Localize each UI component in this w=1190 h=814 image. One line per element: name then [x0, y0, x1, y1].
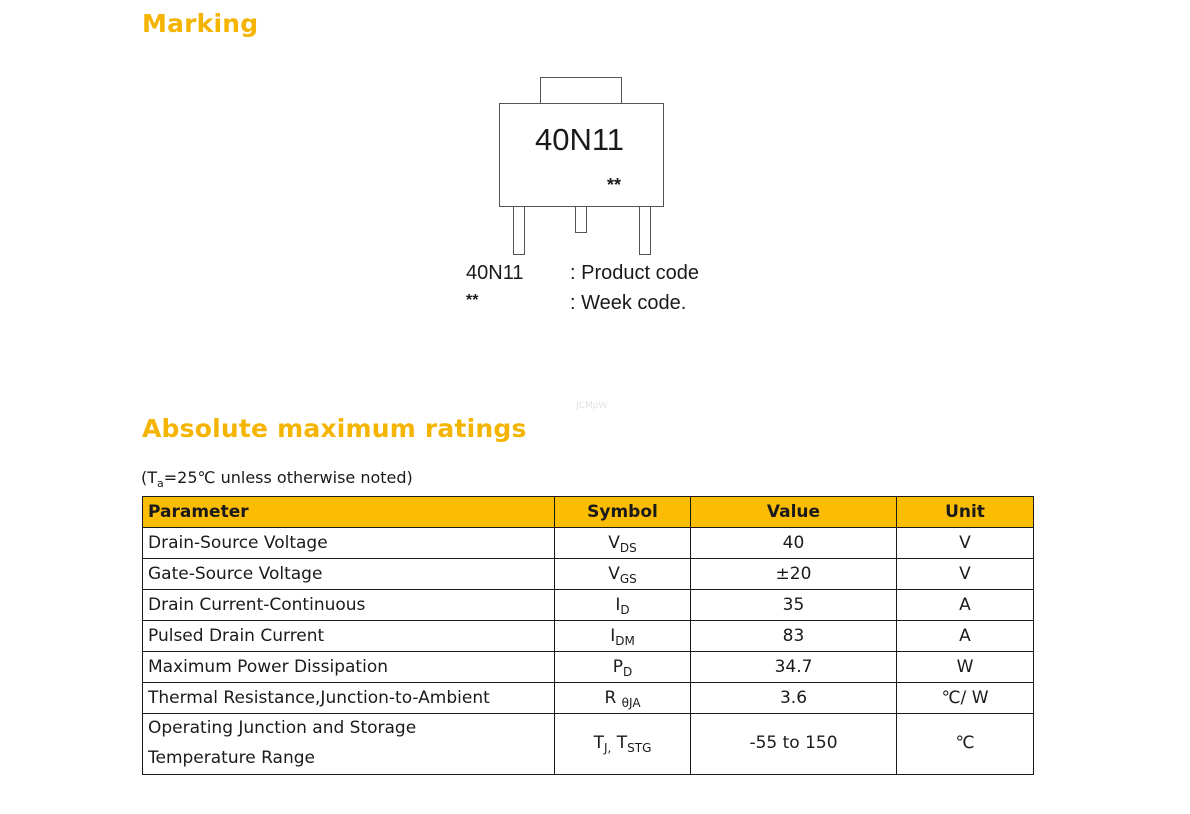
cell-unit: ℃/ W — [897, 683, 1034, 714]
cell-value: 3.6 — [691, 683, 897, 714]
marking-section-title: Marking — [142, 9, 259, 38]
note-suffix: =25℃ unless otherwise noted) — [163, 468, 413, 487]
note-prefix: (T — [141, 468, 158, 487]
cell-value: 83 — [691, 621, 897, 652]
watermark: JCMpW — [576, 401, 608, 411]
cell-unit: V — [897, 559, 1034, 590]
parameter-line-2: Temperature Range — [148, 748, 315, 768]
symbol-subscript: θJA — [621, 695, 641, 710]
package-pin-3 — [639, 207, 651, 255]
cell-parameter: Thermal Resistance,Junction-to-Ambient — [143, 683, 555, 714]
package-pin-1 — [513, 207, 525, 255]
symbol-subscript: D — [620, 602, 630, 617]
symbol-main: P — [612, 656, 623, 677]
header-unit: Unit — [897, 497, 1034, 528]
symbol-subscript: D — [623, 664, 633, 679]
parameter-line-1: Operating Junction and Storage — [148, 718, 417, 739]
cell-parameter: Maximum Power Dissipation — [143, 652, 555, 683]
symbol-subscript: DS — [619, 540, 637, 555]
symbol-main: R — [604, 687, 622, 708]
legend-desc-product: : Product code — [570, 262, 699, 284]
table-row — [143, 683, 1034, 714]
cell-unit: A — [897, 621, 1034, 652]
table-row — [143, 621, 1034, 652]
table-row — [143, 714, 1034, 775]
symbol-main-2: T — [611, 733, 628, 754]
symbol-subscript: J, — [603, 741, 612, 756]
cell-value: 35 — [691, 590, 897, 621]
cell-parameter: Pulsed Drain Current — [143, 621, 555, 652]
header-parameter: Parameter — [143, 497, 555, 528]
table-row — [143, 652, 1034, 683]
cell-symbol — [555, 528, 691, 559]
table-header-row — [143, 497, 1034, 528]
marking-diagram — [460, 70, 760, 330]
package-tab — [540, 77, 622, 104]
cell-symbol — [555, 652, 691, 683]
cell-symbol — [555, 559, 691, 590]
cell-symbol — [555, 683, 691, 714]
cell-unit: W — [897, 652, 1034, 683]
cell-parameter: Gate-Source Voltage — [143, 559, 555, 590]
note-subscript: a — [157, 477, 164, 491]
symbol-main: V — [608, 563, 620, 584]
cell-value: 34.7 — [691, 652, 897, 683]
cell-value: -55 to 150 — [691, 714, 897, 775]
symbol-subscript: DM — [615, 633, 635, 648]
cell-symbol — [555, 621, 691, 652]
conditions-note — [141, 468, 413, 490]
table-row — [143, 590, 1034, 621]
package-marking-code: 40N11 — [535, 122, 625, 157]
package-pin-2 — [575, 207, 587, 233]
table-row — [143, 528, 1034, 559]
symbol-subscript-2: STG — [627, 741, 652, 756]
cell-unit: A — [897, 590, 1034, 621]
cell-value: ±20 — [691, 559, 897, 590]
legend-key-week: ** — [466, 292, 479, 309]
cell-parameter: Drain Current-Continuous — [143, 590, 555, 621]
package-week-code: ** — [607, 175, 622, 195]
symbol-main: V — [608, 532, 620, 553]
cell-parameter — [143, 714, 555, 775]
legend-desc-week: : Week code. — [570, 292, 687, 314]
legend-key-product: 40N11 — [466, 262, 524, 284]
header-symbol: Symbol — [555, 497, 691, 528]
cell-symbol — [555, 714, 691, 775]
cell-unit: ℃ — [897, 714, 1034, 775]
ratings-section-title: Absolute maximum ratings — [142, 414, 527, 443]
table-row — [143, 559, 1034, 590]
cell-value: 40 — [691, 528, 897, 559]
cell-symbol — [555, 590, 691, 621]
symbol-main: T — [593, 733, 604, 754]
symbol-subscript: GS — [619, 571, 637, 586]
cell-unit: V — [897, 528, 1034, 559]
symbol-main: I — [610, 625, 616, 646]
symbol-main: I — [615, 594, 621, 615]
ratings-table — [142, 496, 1034, 775]
header-value: Value — [691, 497, 897, 528]
cell-parameter: Drain-Source Voltage — [143, 528, 555, 559]
